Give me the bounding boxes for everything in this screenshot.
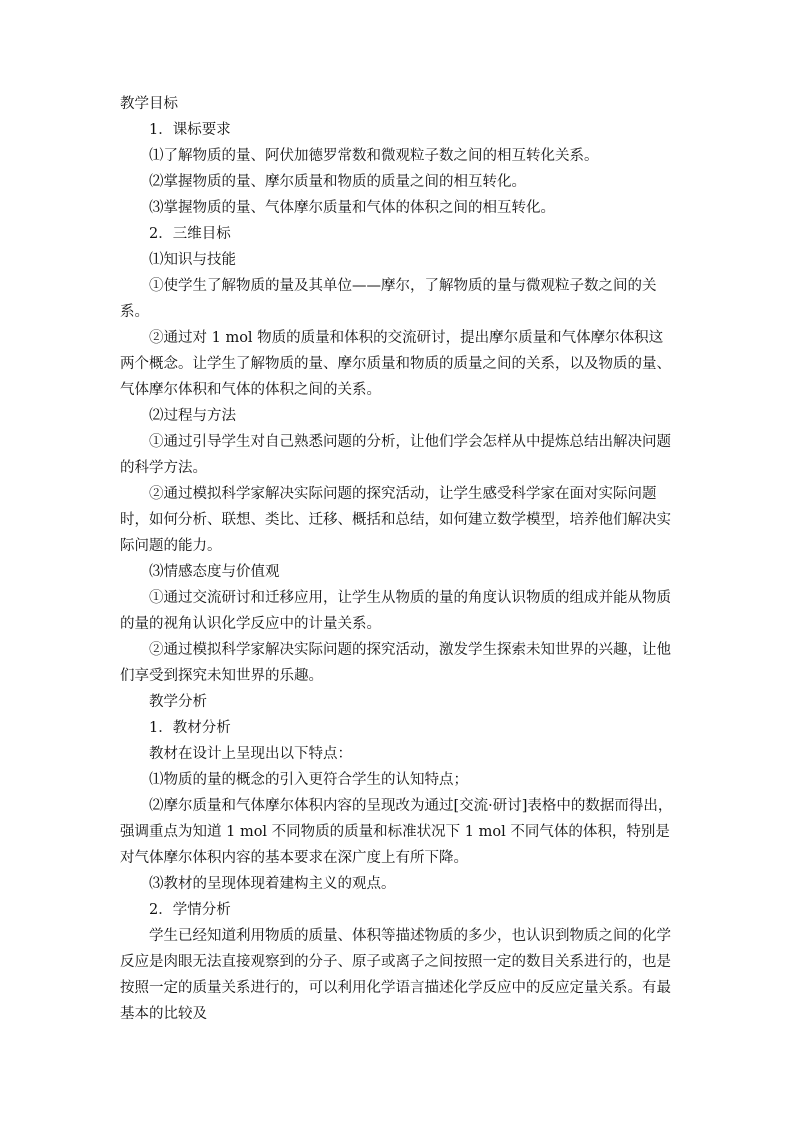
paragraph: ①通过交流研讨和迁移应用，让学生从物质的量的角度认识物质的组成并能从物质的量的视角认识化学反应中的计量关系。: [120, 590, 671, 632]
paragraph: ⑴了解物质的量、阿伏加德罗常数和微观粒子数之间的相互转化关系。: [149, 148, 599, 164]
subheading-curriculum-requirements: 1．课标要求: [149, 122, 231, 138]
paragraph: ①通过引导学生对自己熟悉问题的分析，让他们学会怎样从中提炼总结出解决问题的科学方法。: [120, 434, 671, 476]
paragraph: ⑵掌握物质的量、摩尔质量和物质的质量之间的相互转化。: [149, 174, 526, 190]
section-heading-teaching-goals: 教学目标: [120, 96, 178, 112]
subheading-emotion-values: ⑶情感态度与价值观: [149, 564, 280, 580]
paragraph: ②通过对 1 mol 物质的质量和体积的交流研讨，提出摩尔质量和气体摩尔体积这两个概念。让学生了解物质的量、摩尔质量和物质的质量之间的关系，以及物质的量、气体摩尔体积和气体的体积之间的关系。: [120, 330, 671, 398]
subheading-process-method: ⑵过程与方法: [149, 408, 236, 424]
paragraph: ⑶掌握物质的量、气体摩尔质量和气体的体积之间的相互转化。: [149, 200, 555, 216]
paragraph: ②通过模拟科学家解决实际问题的探究活动，让学生感受科学家在面对实际问题时，如何分析、联想、类比、迁移、概括和总结，如何建立数学模型，培养他们解决实际问题的能力。: [120, 486, 671, 554]
subheading-knowledge-skills: ⑴知识与技能: [149, 252, 236, 268]
subheading-student-analysis: 2．学情分析: [149, 902, 231, 918]
paragraph: 教材在设计上呈现出以下特点：: [149, 746, 352, 762]
paragraph: ⑵摩尔质量和气体摩尔体积内容的呈现改为通过[交流·研讨]表格中的数据而得出，强调重点为知道 1 mol 不同物质的质量和标准状况下 1 mol 不同气体的体积，特别是对气体摩尔体积内容的基本要求在深广度上有所下降。: [120, 798, 673, 866]
paragraph: 学生已经知道利用物质的质量、体积等描述物质的多少，也认识到物质之间的化学反应是肉眼无法直接观察到的分子、原子或离子之间按照一定的数目关系进行的，也是按照一定的质量关系进行的，可以利用化学语言描述化学反应中的反应定量关系。有最基本的比较及: [120, 928, 671, 1022]
paragraph: ⑴物质的量的概念的引入更符合学生的认知特点；: [149, 772, 468, 788]
paragraph: ②通过模拟科学家解决实际问题的探究活动，激发学生探索未知世界的兴趣，让他们享受到探究未知世界的乐趣。: [120, 642, 671, 684]
subheading-three-dimensional-goals: 2．三维目标: [149, 226, 231, 242]
subheading-textbook-analysis: 1．教材分析: [149, 720, 231, 736]
paragraph: ⑶教材的呈现体现着建构主义的观点。: [149, 876, 396, 892]
paragraph: ①使学生了解物质的量及其单位——摩尔，了解物质的量与微观粒子数之间的关系。: [120, 278, 657, 320]
section-heading-teaching-analysis: 教学分析: [149, 694, 207, 710]
document-page: [120, 91, 676, 1027]
